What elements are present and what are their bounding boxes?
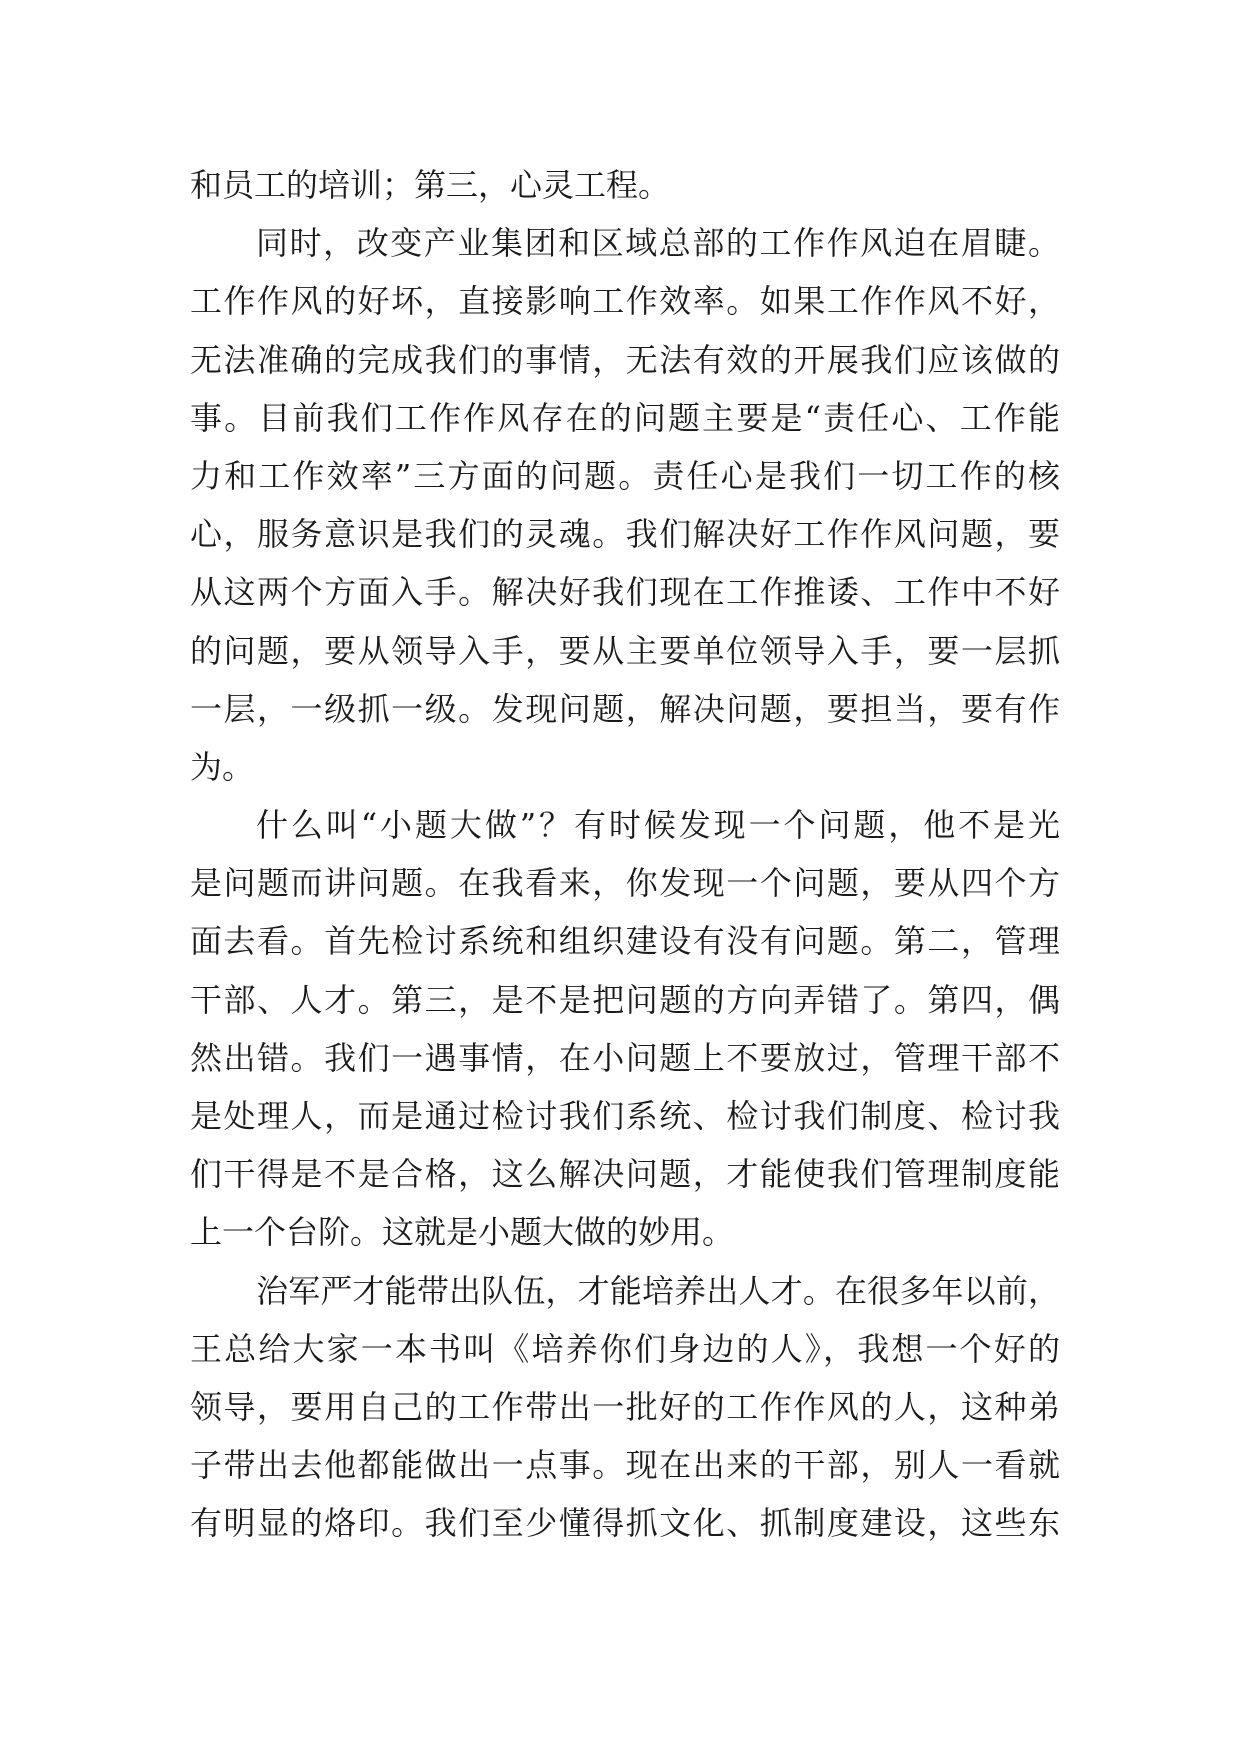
text-line: 是问题而讲问题。在我看来，你发现一个问题，要从四个方 <box>190 864 1060 903</box>
text-line: 心，服务意识是我们的灵魂。我们解决好工作作风问题，要 <box>190 515 1060 554</box>
text-line: 领导，要用自己的工作带出一批好的工作作风的人，这种弟 <box>190 1387 1060 1426</box>
text-line: 王总给大家一本书叫《培养你们身边的人》，我想一个好的 <box>190 1329 1060 1368</box>
text-line: 的问题，要从领导入手，要从主要单位领导入手，要一层抓 <box>190 631 1060 670</box>
text-line: 们干得是不是合格，这么解决问题，才能使我们管理制度能 <box>190 1155 1060 1194</box>
text-line: 有明显的烙印。我们至少懂得抓文化、抓制度建设，这些东 <box>190 1504 1060 1543</box>
text-line: 上一个台阶。这就是小题大做的妙用。 <box>190 1213 735 1252</box>
text-line: 干部、人才。第三，是不是把问题的方向弄错了。第四，偶 <box>190 980 1060 1019</box>
text-line: 和员工的培训；第三，心灵工程。 <box>190 166 671 204</box>
text-line: 从这两个方面入手。解决好我们现在工作推诿、工作中不好 <box>190 573 1060 612</box>
text-line: 同时，改变产业集团和区域总部的工作作风迫在眉睫。 <box>256 224 1060 263</box>
text-line: 工作作风的好坏，直接影响工作效率。如果工作作风不好， <box>190 282 1060 321</box>
text-line: 力和工作效率”三方面的问题。责任心是我们一切工作的核 <box>190 456 1060 495</box>
text-line: 治军严才能带出队伍，才能培养出人才。在很多年以前， <box>256 1271 1060 1310</box>
text-line: 为。 <box>190 747 255 786</box>
text-line: 是处理人，而是通过检讨我们系统、检讨我们制度、检讨我 <box>190 1097 1060 1135</box>
text-line: 子带出去他都能做出一点事。现在出来的干部，别人一看就 <box>190 1446 1060 1485</box>
document-body <box>190 156 1060 1553</box>
text-line: 然出错。我们一遇事情，在小问题上不要放过，管理干部不 <box>190 1038 1060 1077</box>
text-line: 面去看。首先检讨系统和组织建设有没有问题。第二，管理 <box>190 922 1060 961</box>
text-line: 事。目前我们工作作风存在的问题主要是“责任心、工作能 <box>190 398 1060 437</box>
text-line: 一层，一级抓一级。发现问题，解决问题，要担当，要有作 <box>190 689 1060 728</box>
text-line: 无法准确的完成我们的事情，无法有效的开展我们应该做的 <box>190 340 1060 379</box>
text-line: 什么叫“小题大做”？有时候发现一个问题，他不是光 <box>256 806 1060 845</box>
